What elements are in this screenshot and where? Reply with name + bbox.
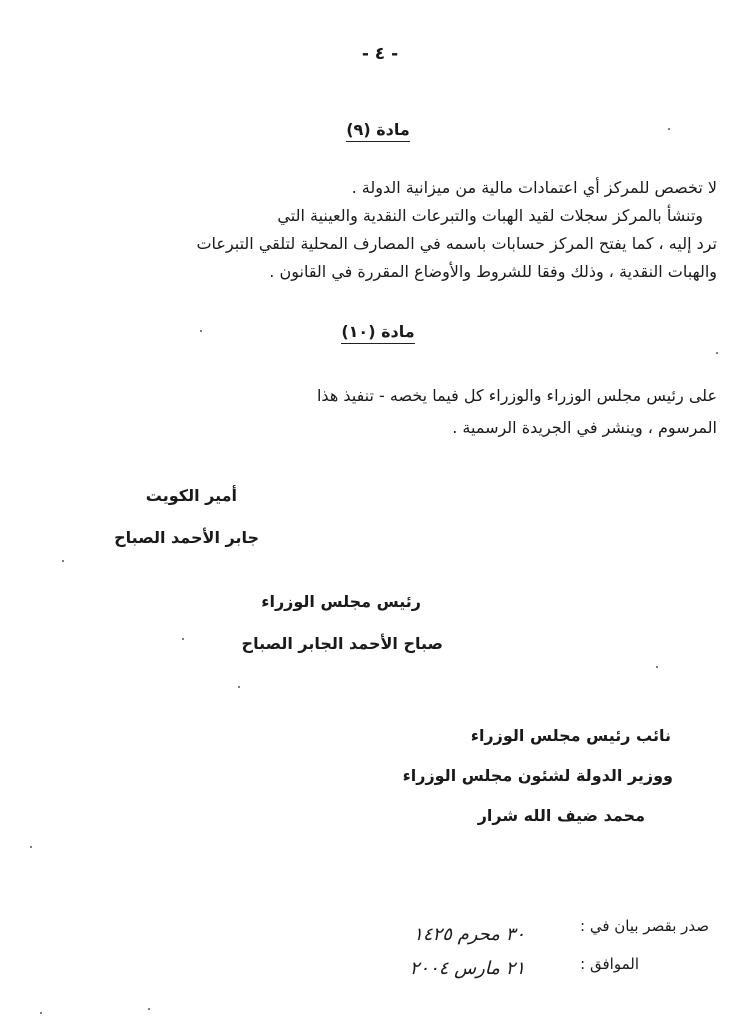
scan-speck	[30, 846, 32, 848]
scan-speck	[40, 1012, 42, 1014]
corresponding-label: الموافق :	[580, 955, 639, 973]
emir-title: أمير الكويت	[145, 486, 237, 505]
emir-name: جابر الأحمد الصباح	[114, 528, 259, 547]
article-9-line: ترد إليه ، كما يفتح المركز حسابات باسمه في المصارف المحلية لتلقي التبرعات	[196, 234, 717, 253]
scan-speck	[200, 330, 202, 332]
article-10-heading-text: مادة (١٠)	[341, 322, 414, 344]
article-9-heading	[308, 120, 448, 139]
deputy-name: محمد ضيف الله شرار	[477, 806, 645, 825]
hijri-date: ٣٠ محرم ١٤٢٥	[413, 924, 525, 945]
article-9-line: وتنشأ بالمركز سجلات لقيد الهبات والتبرعات النقدية والعينية التي	[277, 206, 703, 225]
article-10-body	[27, 380, 717, 444]
scan-speck	[716, 352, 718, 354]
scan-speck	[238, 686, 240, 688]
scan-speck	[656, 666, 658, 668]
scan-speck	[148, 1008, 150, 1010]
issued-label: صدر بقصر بيان في :	[580, 917, 709, 935]
article-9-line: لا تخصص للمركز أي اعتمادات مالية من ميزانية الدولة .	[351, 178, 717, 197]
scan-speck	[668, 128, 670, 130]
gregorian-date: ٢١ مارس ٢٠٠٤	[409, 958, 525, 979]
deputy-title-1: نائب رئيس مجلس الوزراء	[470, 726, 671, 745]
pm-title: رئيس مجلس الوزراء	[261, 592, 421, 611]
scan-speck	[182, 638, 184, 640]
article-9-heading-text: مادة (٩)	[346, 120, 410, 142]
deputy-title-2: ووزير الدولة لشئون مجلس الوزراء	[402, 766, 673, 785]
pm-name: صباح الأحمد الجابر الصباح	[241, 634, 443, 653]
article-10-line: المرسوم ، وينشر في الجريدة الرسمية .	[452, 418, 717, 437]
article-9-line: والهبات النقدية ، وذلك وفقا للشروط والأوضاع المقررة في القانون .	[269, 262, 717, 281]
article-10-heading	[308, 322, 448, 341]
page-number: - ٤ -	[361, 44, 399, 64]
article-10-line: على رئيس مجلس الوزراء والوزراء كل فيما يخصه - تنفيذ هذا	[316, 386, 717, 405]
article-9-body	[27, 174, 717, 286]
scan-speck	[62, 560, 64, 562]
